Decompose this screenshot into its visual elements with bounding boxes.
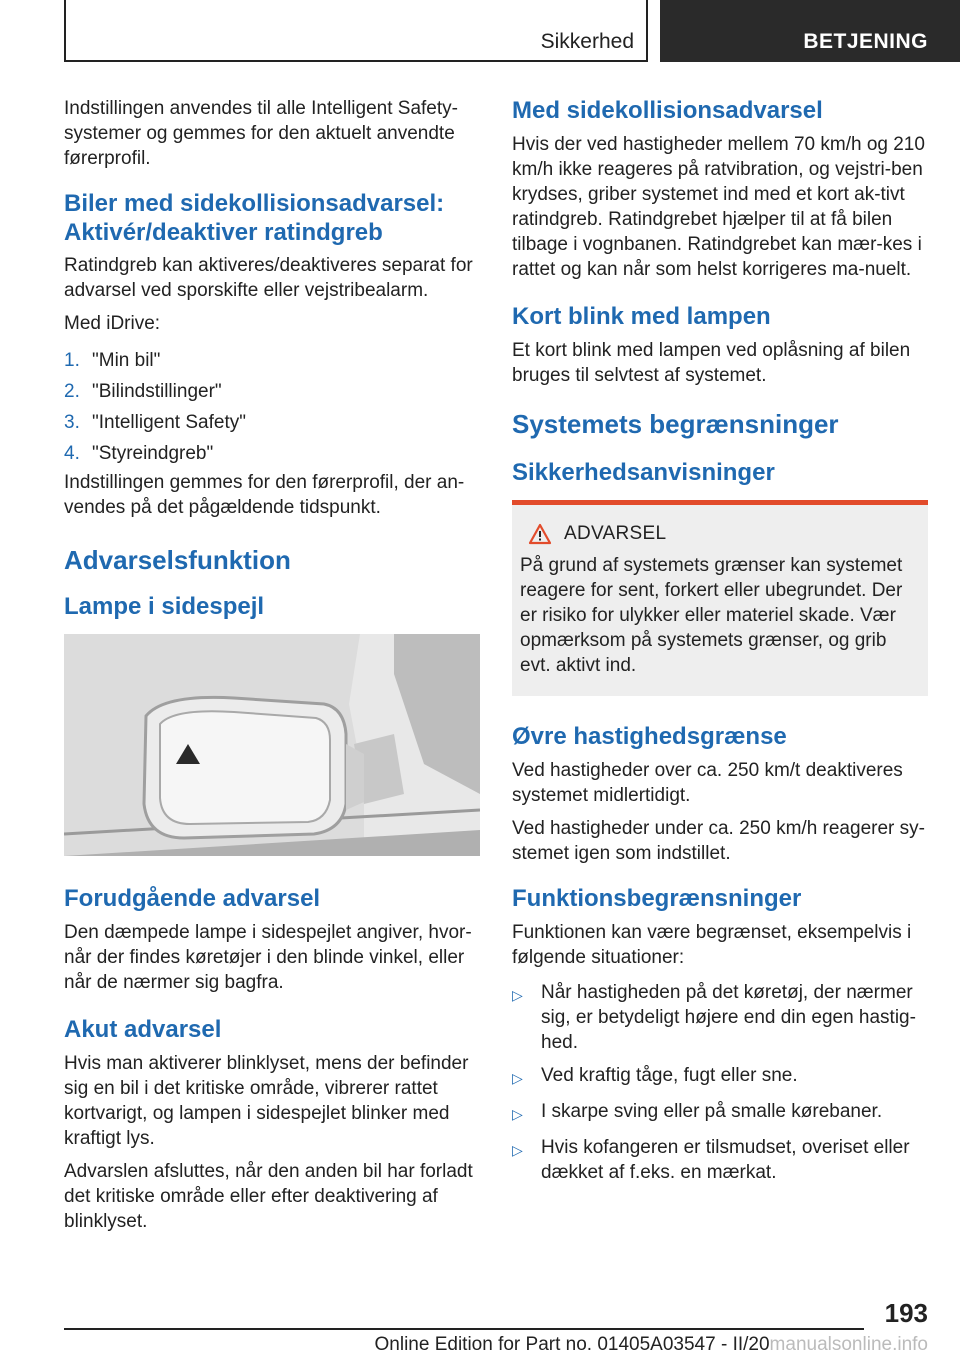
step-text: "Styreindgreb" — [92, 443, 214, 464]
heading-warning-function: Advarselsfunktion — [64, 545, 291, 575]
side-collision-paragraph: Ratindgreb kan aktiveres/deaktiveres separat for advarsel ved sporskifte eller vejstribealarm. — [64, 255, 473, 301]
bullet-text: I skarpe sving eller på smalle kørebaner. — [541, 1101, 883, 1122]
with-idrive-label: Med iDrive: — [64, 313, 161, 334]
list-item — [64, 379, 480, 404]
speed-paragraph-1: Ved hastigheder over ca. 250 km/t deaktiveres systemet midlertidigt. — [512, 760, 903, 806]
heading-preliminary-warning: Forudgående advarsel — [64, 885, 321, 912]
footer-divider — [64, 1328, 864, 1330]
heading-speed-limit: Øvre hastighedsgrænse — [512, 723, 787, 750]
list-item — [64, 348, 480, 373]
footer-watermark: manualsonline.info — [769, 1334, 928, 1355]
page-number: 193 — [884, 1298, 928, 1328]
warning-box — [512, 500, 928, 696]
limitations-list — [512, 980, 928, 1185]
acute-paragraph-2: Advarslen afsluttes, når den anden bil har forladt det kritiske område eller efter deaktivering af blinklyset. — [64, 1161, 473, 1232]
saved-note-paragraph: Indstillingen gemmes for den førerprofil, der an-vendes på det pågældende tidspunkt. — [64, 472, 465, 518]
warning-title: ADVARSEL — [564, 523, 667, 544]
list-item — [512, 1135, 928, 1185]
right-column — [512, 96, 928, 1193]
list-item — [64, 441, 480, 466]
warning-header — [528, 523, 914, 545]
intro-paragraph: Indstillingen anvendes til alle Intelligent Safety-systemer og gemmes for den aktuelt anvendte førerprofil. — [64, 98, 458, 169]
bullet-text: Ved kraftig tåge, fugt eller sne. — [541, 1065, 798, 1086]
acute-paragraph-1: Hvis man aktiverer blinklyset, mens der befinder sig en bil i det kritiske område, vibrerer rattet kortvarigt, og lampen i sidespejlet blinker med kraftigt lys. — [64, 1053, 469, 1149]
triangle-bullet-icon: ▷ — [512, 1070, 523, 1086]
bullet-text: Når hastigheden på det køretøj, der nærmer sig, er betydeligt højere end din egen hastig-hed. — [541, 982, 916, 1053]
side-mirror-illustration — [64, 634, 480, 856]
short-blink-paragraph: Et kort blink med lampen ved oplåsning af bilen bruges til selvtest af systemet. — [512, 340, 911, 386]
side-mirror-image — [64, 634, 480, 856]
step-number: 4. — [64, 443, 80, 464]
heading-system-limits: Systemets begrænsninger — [512, 409, 839, 439]
speed-paragraph-2: Ved hastigheder under ca. 250 km/h reagerer sy-stemet igen som indstillet. — [512, 818, 925, 864]
header-chapter-tab — [660, 0, 960, 62]
list-item — [512, 1099, 928, 1127]
header-section-box — [64, 0, 648, 62]
heading-with-side-collision: Med sidekollisionsadvarsel — [512, 97, 823, 124]
heading-side-collision: Biler med sidekollisionsadvarsel: Aktivér/deaktiver ratindgreb — [64, 190, 445, 246]
preliminary-paragraph: Den dæmpede lampe i sidespejlet angiver, hvor-når der findes køretøjer i den blinde vinkel, eller når de nærmer sig bagfra. — [64, 922, 472, 993]
footer-edition-text: Online Edition for Part no. 01405A03547 - II/20 — [374, 1334, 770, 1355]
list-item — [512, 980, 928, 1055]
idrive-steps-list — [64, 348, 480, 466]
heading-function-limits: Funktionsbegrænsninger — [512, 885, 802, 912]
step-number: 1. — [64, 350, 80, 371]
heading-safety-notes: Sikkerhedsanvisninger — [512, 459, 775, 486]
function-limits-paragraph: Funktionen kan være begrænset, eksempelvis i følgende situationer: — [512, 922, 912, 968]
step-text: "Intelligent Safety" — [92, 412, 246, 433]
header-chapter-label: BETJENING — [803, 30, 928, 53]
step-number: 3. — [64, 412, 80, 433]
triangle-bullet-icon: ▷ — [512, 987, 523, 1003]
step-number: 2. — [64, 381, 80, 402]
triangle-bullet-icon: ▷ — [512, 1106, 523, 1122]
step-text: "Bilindstillinger" — [92, 381, 222, 402]
with-side-collision-paragraph: Hvis der ved hastigheder mellem 70 km/h og 210 km/h ikke reageres på ratvibration, og vejstri-ben krydses, griber systemet ind med et kort ak-tivt ratindgreb. Ratindgrebet hjælper til at få bilen tilbage i vognbanen. Ratindgrebet kan mær-kes i rattet og kan når som helst korrigeres ma-nuelt. — [512, 134, 925, 280]
header-section-label: Sikkerhed — [540, 30, 634, 53]
warning-triangle-icon — [528, 523, 552, 545]
heading-mirror-lamp: Lampe i sidespejl — [64, 593, 265, 620]
bullet-text: Hvis kofangeren er tilsmudset, overiset eller dækket af f.eks. en mærkat. — [541, 1137, 910, 1183]
heading-acute-warning: Akut advarsel — [64, 1016, 222, 1043]
footer-edition — [375, 1334, 929, 1356]
step-text: "Min bil" — [92, 350, 161, 371]
triangle-bullet-icon: ▷ — [512, 1142, 523, 1158]
left-column — [64, 96, 480, 1242]
heading-short-blink: Kort blink med lampen — [512, 303, 771, 330]
list-item — [64, 410, 480, 435]
list-item — [512, 1063, 928, 1091]
warning-text: På grund af systemets grænser kan systemet reagere for sent, forkert eller ubegrundet. Der er risiko for ulykker eller materiel skade. Vær opmærksom på systemets grænser, og grib evt. aktivt ind. — [520, 555, 903, 676]
